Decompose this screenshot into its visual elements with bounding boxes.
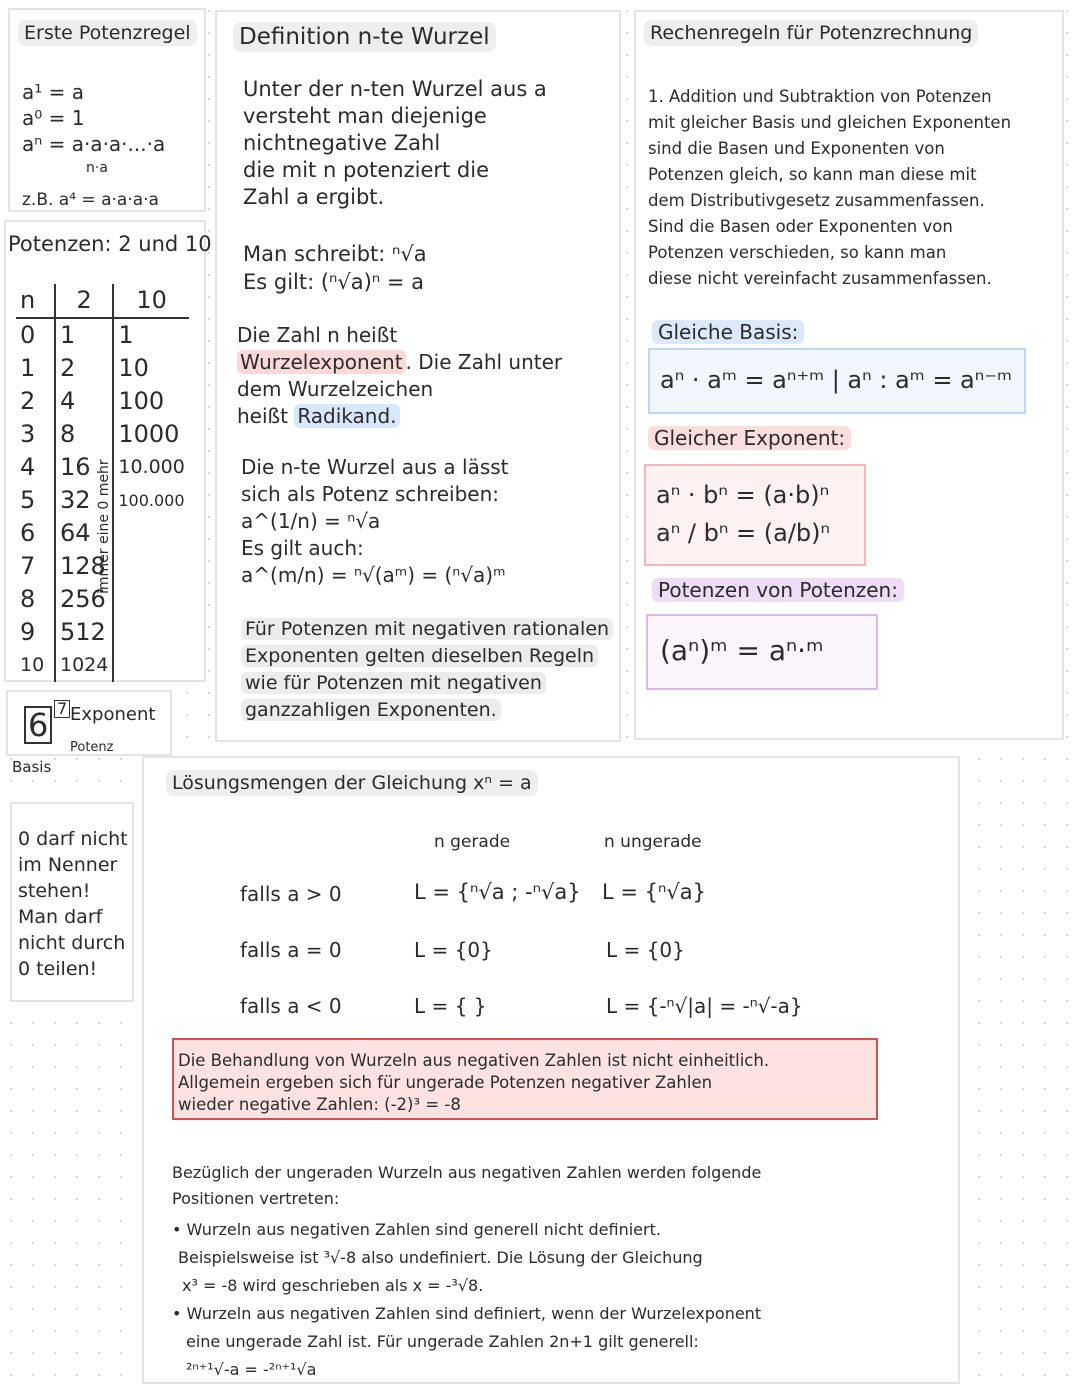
- definition-line: Unter der n-ten Wurzel aus a: [243, 77, 547, 101]
- same-exp-formula-2: aⁿ / bⁿ = (a/b)ⁿ: [656, 519, 831, 547]
- zero-note-line: im Nenner: [18, 854, 118, 876]
- pow2-cell: 1024: [55, 649, 113, 682]
- rule-line-3: aⁿ = a·a·a·...·a: [22, 132, 166, 156]
- pow10-cell: 10.000: [118, 456, 185, 478]
- nth-root-card: [215, 10, 621, 742]
- cond-positive: falls a > 0: [240, 882, 342, 906]
- pow10-cell: 10: [118, 354, 149, 382]
- terms-line-2: [237, 349, 562, 376]
- same-exp-label: Gleicher Exponent:: [648, 426, 851, 450]
- zero-note-line: 0 teilen!: [18, 958, 98, 980]
- n-cell: 2: [16, 385, 55, 418]
- bullet-1-line-3: x³ = -8 wird geschrieben als x = -³√8.: [182, 1276, 484, 1295]
- nth-root-title: Definition n-te Wurzel: [233, 22, 496, 52]
- power-of-power-label: Potenzen von Potenzen:: [652, 578, 904, 602]
- bullet-1-line-2: Beispielsweise ist ³√-8 also undefiniert. Die Lösung der Gleichung: [178, 1248, 703, 1267]
- zero-note-line: 0 darf nicht: [18, 828, 128, 850]
- positions-line: Positionen vertreten:: [172, 1189, 340, 1208]
- powers-card: [4, 220, 212, 682]
- add-sub-rule: [648, 84, 1011, 292]
- warning-box: [172, 1038, 878, 1120]
- pow10-cell: [113, 616, 188, 649]
- n-cell: 6: [16, 517, 55, 550]
- even-positive: L = {ⁿ√a ; -ⁿ√a}: [414, 880, 581, 904]
- table-row: [16, 352, 189, 385]
- pow2-cell: 64: [55, 517, 113, 550]
- bullet-2-line-2: eine ungerade Zahl ist. Für ungerade Zahlen 2n+1 gilt generell:: [186, 1332, 699, 1351]
- bullet-dot-icon: •: [172, 1304, 182, 1323]
- terms-line-1: Die Zahl n heißt: [237, 323, 398, 347]
- power-line: Die n-te Wurzel aus a lässt: [241, 455, 509, 479]
- bullet-1-text: Wurzeln aus negativen Zahlen sind generell nicht definiert.: [186, 1220, 661, 1239]
- table-row: [16, 418, 189, 451]
- rule-line-1: a¹ = a: [22, 80, 85, 104]
- exp-digit: 7: [54, 700, 70, 718]
- powers-header-10: 10: [136, 286, 167, 314]
- n-cell: 7: [16, 550, 55, 583]
- cond-negative: falls a < 0: [240, 994, 342, 1018]
- position-bullet-2: [172, 1300, 761, 1384]
- pow10-cell: 100: [118, 387, 165, 415]
- pow10-cell: 1: [118, 321, 134, 349]
- table-row: [16, 616, 189, 649]
- odd-zero: L = {0}: [606, 938, 685, 962]
- add-rule-line: Sind die Basen oder Exponenten von: [648, 217, 953, 236]
- base-digit: [24, 706, 52, 744]
- same-base-box: [648, 348, 1026, 414]
- calc-rules-card: [634, 10, 1064, 740]
- power-parts-card: [6, 690, 172, 756]
- zero-note-line: Man darf: [18, 906, 103, 928]
- table-row: [16, 385, 189, 418]
- wurzelexponent-term: Wurzelexponent: [237, 350, 406, 374]
- col-odd-header: n ungerade: [604, 832, 702, 852]
- pow10-cell: [113, 583, 188, 616]
- notation-line: Es gilt: (ⁿ√a)ⁿ = a: [243, 270, 425, 294]
- pow10-cell: 1000: [118, 420, 180, 448]
- positions-intro: [172, 1160, 761, 1212]
- first-rule-title: Erste Potenzregel: [18, 20, 197, 46]
- power-line: sich als Potenz schreiben:: [241, 482, 500, 506]
- power-of-power-box: [646, 614, 878, 690]
- n-cell: 0: [16, 318, 55, 352]
- nth-root-terms: [237, 322, 562, 430]
- definition-line: nichtnegative Zahl: [243, 131, 441, 155]
- n-cell: 3: [16, 418, 55, 451]
- col-even-header: n gerade: [434, 832, 511, 852]
- zero-note-line: stehen!: [18, 880, 91, 902]
- powers-title: Potenzen: 2 und 10: [8, 232, 212, 256]
- even-zero: L = {0}: [414, 938, 493, 962]
- solutions-title: Lösungsmengen der Gleichung xⁿ = a: [166, 770, 538, 796]
- pow2-cell: 4: [55, 385, 113, 418]
- pow10-cell: [113, 649, 188, 682]
- negative-line: [241, 670, 613, 697]
- warning-line: wieder negative Zahlen: (-2)³ = -8: [178, 1095, 461, 1114]
- bullet-2-text: Wurzeln aus negativen Zahlen sind definiert, wenn der Wurzelexponent: [186, 1304, 762, 1323]
- pow2-cell: 128: [55, 550, 113, 583]
- add-rule-line: 1. Addition und Subtraktion von Potenzen: [648, 87, 992, 106]
- negative-line-text: ganzzahligen Exponenten.: [241, 699, 501, 721]
- power-line: Es gilt auch:: [241, 536, 364, 560]
- pow10-cell: 100.000: [118, 491, 185, 510]
- table-row: [16, 649, 189, 682]
- negative-line-text: Exponenten gelten dieselben Regeln: [241, 645, 598, 667]
- add-rule-line: Potenzen verschieden, so kann man: [648, 243, 947, 262]
- nth-root-negative-exponents: [241, 616, 613, 724]
- zero-note-text: [18, 826, 128, 982]
- powers-note: immer eine 0 mehr: [96, 459, 112, 594]
- same-exp-formula-1: aⁿ · bⁿ = (a·b)ⁿ: [656, 481, 830, 509]
- powers-header-n: n: [16, 284, 55, 318]
- definition-line: die mit n potenziert die: [243, 158, 489, 182]
- negative-line: [241, 643, 613, 670]
- zero-note-card: [10, 802, 134, 1002]
- bullet-2-line-3: ²ⁿ⁺¹√-a = -²ⁿ⁺¹√a: [186, 1360, 317, 1379]
- add-rule-line: diese nicht vereinfacht zusammenfassen.: [648, 269, 992, 288]
- notation-line: Man schreibt: ⁿ√a: [243, 242, 427, 266]
- bullet-dot-icon: •: [172, 1220, 182, 1239]
- n-cell: 5: [16, 484, 55, 517]
- pow2-cell: 1: [55, 318, 113, 352]
- powers-header-2: 2: [55, 284, 113, 318]
- pow10-cell: [113, 550, 188, 583]
- zero-note-line: nicht durch: [18, 932, 126, 954]
- warning-line: Die Behandlung von Wurzeln aus negativen Zahlen ist nicht einheitlich.: [178, 1051, 770, 1070]
- potenz-label: Potenz: [70, 740, 114, 755]
- radikand-term: Radikand.: [294, 404, 399, 428]
- positions-line: Bezüglich der ungeraden Wurzeln aus negativen Zahlen werden folgende: [172, 1163, 762, 1182]
- add-rule-line: mit gleicher Basis und gleichen Exponenten: [648, 113, 1012, 132]
- table-row: [16, 318, 189, 352]
- terms-line-2-rest: . Die Zahl unter: [405, 350, 563, 374]
- definition-line: Zahl a ergibt.: [243, 185, 385, 209]
- rule-line-4: n·a: [86, 160, 108, 176]
- solutions-card: [142, 756, 960, 1384]
- power-line: a^(1/n) = ⁿ√a: [241, 509, 381, 533]
- nth-root-notation: [243, 240, 427, 296]
- rule-example: z.B. a⁴ = a·a·a·a: [22, 190, 159, 210]
- add-rule-line: Potenzen gleich, so kann man diese mit: [648, 165, 977, 184]
- negative-line: [241, 616, 613, 643]
- pow10-cell: [113, 517, 188, 550]
- same-base-label: Gleiche Basis:: [652, 320, 804, 344]
- pow2-cell: 32: [55, 484, 113, 517]
- base-digit-text: 6: [28, 706, 49, 744]
- nth-root-definition: [243, 76, 547, 211]
- cond-zero: falls a = 0: [240, 938, 342, 962]
- same-base-formula: aⁿ · aᵐ = aⁿ⁺ᵐ | aⁿ : aᵐ = aⁿ⁻ᵐ: [660, 366, 1012, 394]
- position-bullet-1: [172, 1216, 703, 1300]
- power-of-power-formula: (aⁿ)ᵐ = aⁿ·ᵐ: [660, 634, 824, 667]
- odd-negative: L = {-ⁿ√|a| = -ⁿ√-a}: [606, 994, 803, 1018]
- powers-header-row: [16, 284, 189, 318]
- add-rule-line: sind die Basen und Exponenten von: [648, 139, 945, 158]
- negative-line-text: Für Potenzen mit negativen rationalen: [241, 618, 613, 640]
- power-line: a^(m/n) = ⁿ√(aᵐ) = (ⁿ√a)ᵐ: [241, 563, 506, 587]
- rule-line-2: a⁰ = 1: [22, 106, 85, 130]
- bullet-1-line-1: [172, 1216, 703, 1244]
- n-cell: 4: [16, 451, 55, 484]
- terms-line-3: dem Wurzelzeichen: [237, 377, 434, 401]
- pow2-cell: 2: [55, 352, 113, 385]
- bullet-2-line-1: [172, 1300, 761, 1328]
- odd-positive: L = {ⁿ√a}: [602, 880, 706, 904]
- pow2-cell: 8: [55, 418, 113, 451]
- terms-line-4-pre: heißt: [237, 404, 288, 428]
- terms-line-4: [237, 403, 562, 430]
- pow2-cell: 256: [55, 583, 113, 616]
- exponent-label: Exponent: [70, 704, 156, 725]
- calc-rules-title: Rechenregeln für Potenzrechnung: [644, 20, 978, 46]
- pow2-cell: 512: [55, 616, 113, 649]
- same-exp-box: [644, 464, 866, 566]
- first-rule-card: [8, 8, 206, 212]
- add-rule-line: dem Distributivgesetz zusammenfassen.: [648, 191, 985, 210]
- negative-line-text: wie für Potenzen mit negativen: [241, 672, 546, 694]
- negative-line: [241, 697, 613, 724]
- nth-root-as-power: [241, 454, 509, 589]
- even-negative: L = { }: [414, 994, 487, 1018]
- n-cell: 10: [16, 649, 55, 682]
- n-cell: 1: [16, 352, 55, 385]
- pow2-cell: 16: [55, 451, 113, 484]
- n-cell: 9: [16, 616, 55, 649]
- n-cell: 8: [16, 583, 55, 616]
- warning-line: Allgemein ergeben sich für ungerade Potenzen negativer Zahlen: [178, 1073, 713, 1092]
- basis-label: Basis: [12, 758, 52, 776]
- definition-line: versteht man diejenige: [243, 104, 487, 128]
